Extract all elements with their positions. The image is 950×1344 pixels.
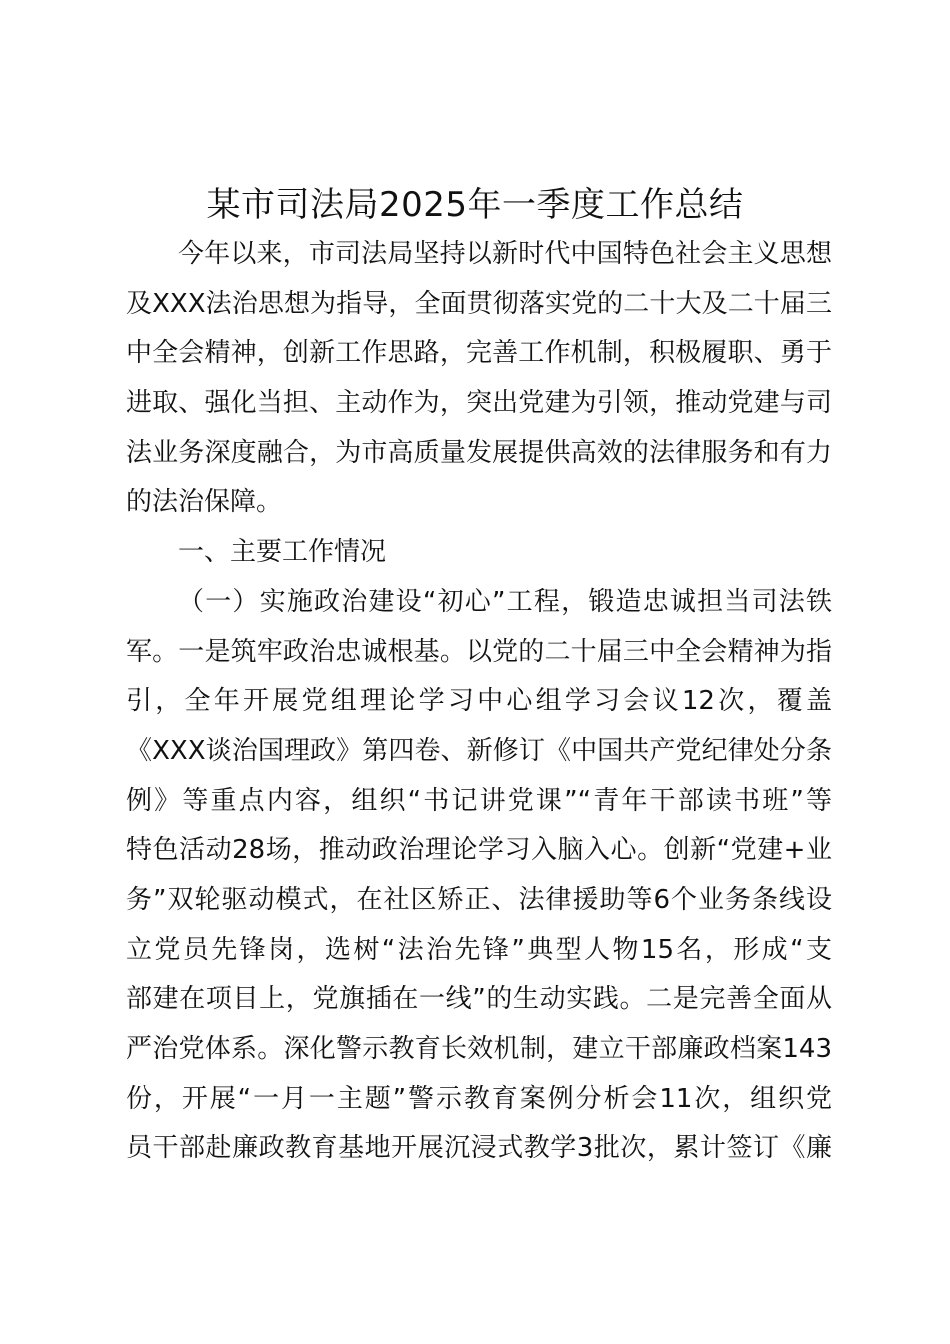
paragraph-line: 例》等重点内容，组织“书记讲党课”“青年干部读书班”等 <box>126 785 832 816</box>
paragraph-line: 员干部赴廉政教育基地开展沉浸式教学3批次，累计签订《廉 <box>126 1133 832 1164</box>
section-heading: 一、主要工作情况 <box>178 537 387 568</box>
paragraph-line: 军。一是筑牢政治忠诚根基。以党的二十届三中全会精神为指 <box>126 636 832 667</box>
paragraph-line: 的法治保障。 <box>126 487 283 518</box>
paragraph-line: 中全会精神，创新工作思路，完善工作机制，积极履职、勇于 <box>126 338 832 369</box>
paragraph-line: 进取、强化当担、主动作为，突出党建为引领，推动党建与司 <box>126 388 832 419</box>
paragraph-line: 务”双轮驱动模式，在社区矫正、法律援助等6个业务条线设 <box>126 884 832 915</box>
paragraph-line: 今年以来，市司法局坚持以新时代中国特色社会主义思想 <box>178 239 832 269</box>
paragraph-line: 立党员先锋岗，选树“法治先锋”典型人物15名，形成“支 <box>126 934 832 965</box>
paragraph-line: 法业务深度融合，为市高质量发展提供高效的法律服务和有力 <box>126 437 832 468</box>
paragraph-line: 引，全年开展党组理论学习中心组学习会议12次，覆盖 <box>126 686 832 717</box>
paragraph-line: 特色活动28场，推动政治理论学习入脑入心。创新“党建+业 <box>126 835 832 866</box>
document-title: 某市司法局2025年一季度工作总结 <box>206 185 744 225</box>
paragraph-line: 及XXX法治思想为指导，全面贯彻落实党的二十大及二十届三 <box>126 288 832 319</box>
paragraph-line: 严治党体系。深化警示教育长效机制，建立干部廉政档案143 <box>126 1034 832 1064</box>
paragraph-line: 《XXX谈治国理政》第四卷、新修订《中国共产党纪律处分条 <box>126 735 832 766</box>
document-body <box>126 230 832 1174</box>
paragraph-line: （一）实施政治建设“初心”工程，锻造忠诚担当司法铁 <box>178 586 832 617</box>
paragraph-line: 份，开展“一月一主题”警示教育案例分析会11次，组织党 <box>126 1083 832 1114</box>
paragraph-line: 部建在项目上，党旗插在一线”的生动实践。二是完善全面从 <box>126 984 832 1015</box>
